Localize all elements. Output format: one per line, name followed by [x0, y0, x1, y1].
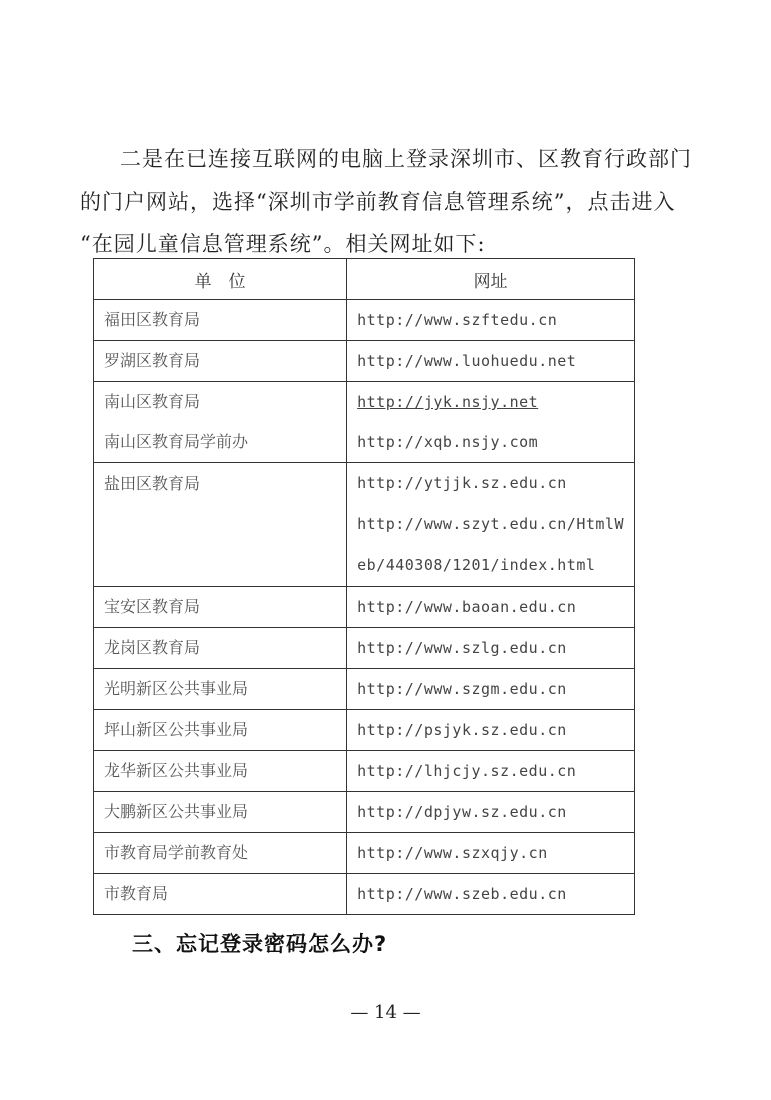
unit-name: 光明新区公共事业局: [104, 679, 249, 698]
unit-cell: [94, 382, 347, 463]
table-row: [94, 628, 635, 669]
unit-name: 坪山新区公共事业局: [104, 720, 249, 739]
unit-cell: [94, 751, 347, 792]
unit-name: 罗湖区教育局: [104, 351, 201, 370]
table-row: [94, 382, 635, 463]
url-link[interactable]: http://xqb.nsjy.com: [357, 433, 539, 451]
unit-name: 福田区教育局: [104, 310, 201, 329]
url-cell: [347, 382, 635, 463]
unit-cell: [94, 463, 347, 587]
unit-cell: [94, 300, 347, 341]
section-heading: 三、忘记登录密码怎么办?: [132, 932, 388, 956]
url-link[interactable]: http://psjyk.sz.edu.cn: [357, 721, 567, 739]
table-row: [94, 874, 635, 915]
page-number: — 14 —: [350, 1002, 421, 1023]
unit-cell: [94, 710, 347, 751]
url-cell: [347, 587, 635, 628]
unit-name: 南山区教育局学前办: [104, 432, 249, 451]
unit-name: 龙华新区公共事业局: [104, 761, 249, 780]
table-row: [94, 300, 635, 341]
unit-name: 宝安区教育局: [104, 597, 201, 616]
table-row: [94, 669, 635, 710]
table-row: [94, 587, 635, 628]
unit-cell: [94, 833, 347, 874]
url-cell: [347, 874, 635, 915]
header-url: 网址: [347, 259, 635, 300]
url-link[interactable]: http://www.szlg.edu.cn: [357, 639, 567, 657]
unit-cell: [94, 587, 347, 628]
unit-cell: [94, 874, 347, 915]
url-link[interactable]: http://www.szftedu.cn: [357, 311, 558, 329]
url-link[interactable]: http://www.baoan.edu.cn: [357, 598, 577, 616]
url-cell: [347, 628, 635, 669]
url-cell: [347, 300, 635, 341]
unit-name: 龙岗区教育局: [104, 638, 201, 657]
table-row: [94, 792, 635, 833]
url-cell: [347, 792, 635, 833]
url-cell: [347, 669, 635, 710]
url-link[interactable]: http://www.szeb.edu.cn: [357, 885, 567, 903]
url-cell: [347, 833, 635, 874]
unit-name: 市教育局学前教育处: [104, 843, 249, 862]
url-link[interactable]: http://lhjcjy.sz.edu.cn: [357, 762, 577, 780]
header-unit: 单 位: [94, 259, 347, 300]
table-row: [94, 341, 635, 382]
url-link[interactable]: http://www.luohuedu.net: [357, 352, 577, 370]
unit-name: 大鹏新区公共事业局: [104, 802, 249, 821]
unit-cell: [94, 792, 347, 833]
unit-name: 盐田区教育局: [104, 474, 201, 493]
paragraph-line-1: 二是在已连接互联网的电脑上登录深圳市、区教育行政部门: [120, 147, 692, 171]
unit-cell: [94, 628, 347, 669]
website-table: [93, 258, 635, 915]
unit-cell: [94, 341, 347, 382]
unit-cell: [94, 669, 347, 710]
unit-name: 市教育局: [104, 884, 169, 903]
url-link[interactable]: http://www.szyt.edu.cn/HtmlW: [357, 515, 624, 533]
url-link[interactable]: http://www.szgm.edu.cn: [357, 680, 567, 698]
url-link[interactable]: http://ytjjk.sz.edu.cn: [357, 474, 567, 492]
url-cell: [347, 710, 635, 751]
url-cell: [347, 751, 635, 792]
table-row: [94, 833, 635, 874]
table-row: [94, 710, 635, 751]
paragraph-line-3: “在园儿童信息管理系统”。相关网址如下:: [80, 232, 486, 256]
table-header-row: [94, 259, 635, 300]
url-link[interactable]: http://jyk.nsjy.net: [357, 393, 539, 411]
unit-name: 南山区教育局: [104, 392, 201, 411]
url-link-continued[interactable]: eb/440308/1201/index.html: [357, 556, 596, 574]
table-row: [94, 751, 635, 792]
url-link[interactable]: http://dpjyw.sz.edu.cn: [357, 803, 567, 821]
table-row: [94, 463, 635, 587]
url-cell: [347, 341, 635, 382]
url-link[interactable]: http://www.szxqjy.cn: [357, 844, 548, 862]
url-cell: [347, 463, 635, 587]
paragraph-line-2: 的门户网站，选择“深圳市学前教育信息管理系统”，点击进入: [80, 190, 676, 214]
